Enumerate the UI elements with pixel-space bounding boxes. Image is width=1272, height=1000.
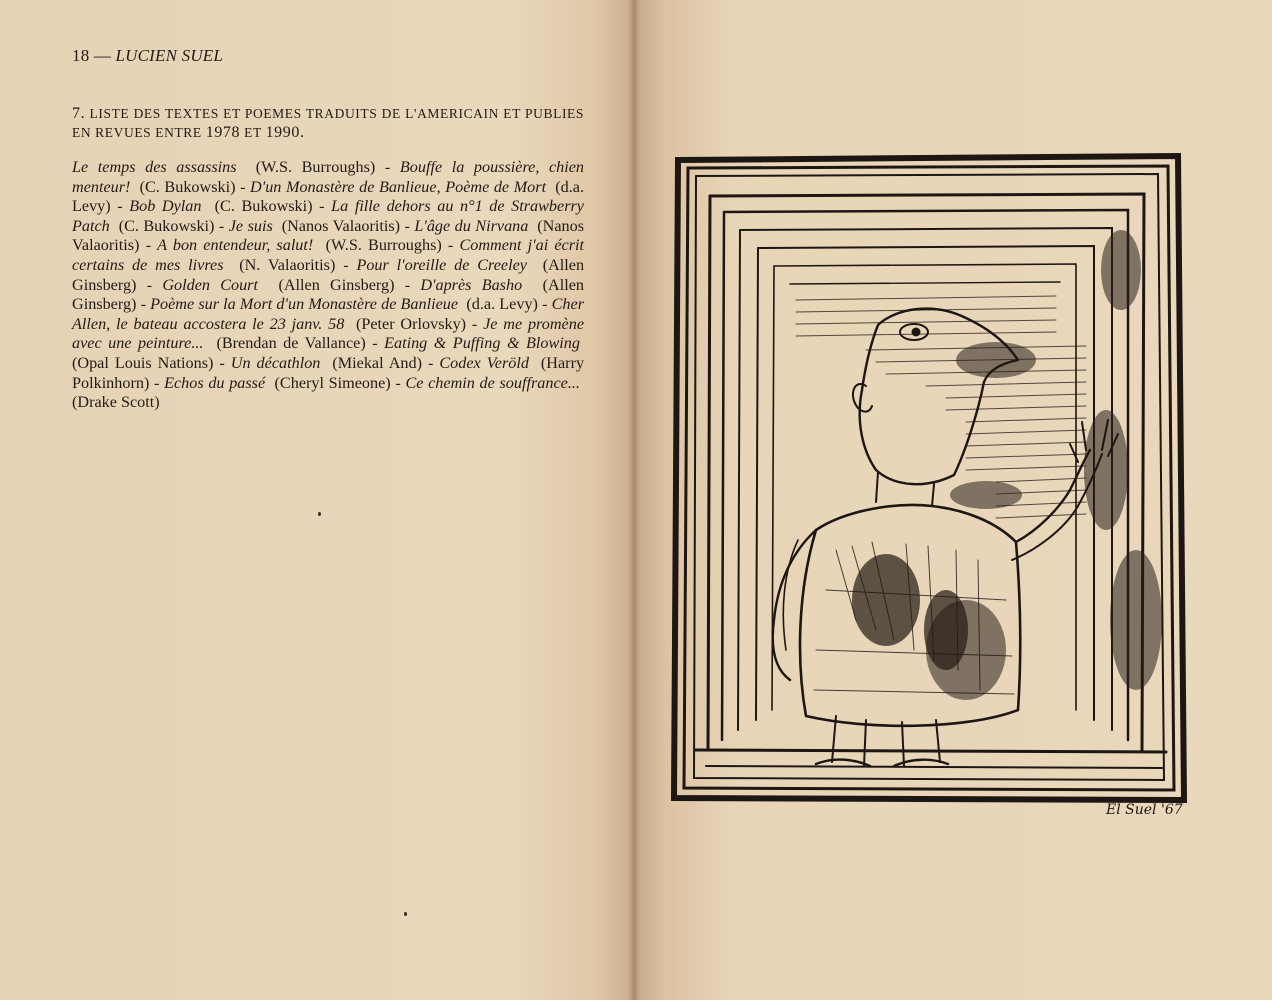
year-conjunction: ET bbox=[244, 125, 262, 140]
entry-author: (W.S. Burroughs) bbox=[255, 158, 376, 176]
entry-author: (Miekal And) bbox=[332, 353, 422, 372]
paper-speck bbox=[318, 512, 321, 516]
entry-title: Echos du passé bbox=[164, 373, 266, 392]
entry-author: (Nanos Valaoritis) bbox=[72, 216, 585, 255]
translations-list: Le temps des assassins (W.S. Burroughs) - Bouffe la poussière, chien menteur! (C. Bukowski) - D'un Monastère de Banlieue, Poème de Mort (d.a. Levy) - Bob Dylan (C. Bukowski) - La fille dehors au n°1 de Strawberry Patch (C. Bukowski) - Je suis (Nanos Valaoritis) - L'âge du Nirvana (Nanos Valaoritis) - A bon entendeur, salut! (W.S. Burroughs) - Comment j'ai écrit certains de mes livres (N. Valaoritis) - Pour l'oreille de Creeley (Allen Ginsberg) - Golden Court (Allen Ginsberg) - D'après Basho (Allen Ginsberg) - Poème sur la Mort d'un Monastère de Banlieue (d.a. Levy) - Cher Allen, le bateau accostera le 23 janv. 58 (Peter Orlovsky) - Je me promène avec une peinture... (Brendan de Vallance) - Eating & Puffing & Blowing (Opal Louis Nations) - Un décathlon (Miekal And) - Codex Veröld (Harry Polkinhorn) - Echos du passé (Cheryl Simeone) - Ce chemin de souffrance... (Drake Scott) bbox=[72, 158, 585, 412]
entry-title: D'un Monastère de Banlieue, Poème de Mort bbox=[250, 177, 547, 196]
entry-title: D'après Basho bbox=[420, 275, 523, 294]
book-gutter bbox=[628, 0, 640, 1000]
entry-author: (d.a. Levy) bbox=[466, 295, 538, 314]
entry-title: A bon entendeur, salut! bbox=[157, 236, 314, 255]
entry-title: L'âge du Nirvana bbox=[414, 216, 529, 235]
entry-title: La fille dehors au n°1 de Strawberry Patch bbox=[72, 197, 584, 235]
ink-illustration bbox=[666, 150, 1192, 814]
entry-title: Je suis bbox=[228, 216, 273, 235]
entry-author: (Opal Louis Nations) bbox=[72, 353, 214, 372]
section-number: 7. bbox=[72, 105, 86, 122]
year-end: 1990. bbox=[265, 124, 305, 141]
illustration-drawing bbox=[666, 150, 1192, 814]
entry-title: Bouffe la poussière, chien menteur! bbox=[72, 158, 585, 196]
entry-author: (Allen Ginsberg) bbox=[72, 255, 585, 294]
entry-title: Ce chemin de souffrance... bbox=[405, 373, 580, 392]
running-head bbox=[72, 46, 223, 66]
entry-author: (W.S. Burroughs) bbox=[325, 236, 442, 255]
entry-author: (C. Bukowski) bbox=[139, 177, 236, 196]
entry-author: (N. Valaoritis) bbox=[239, 255, 336, 274]
entry-title: Un décathlon bbox=[230, 353, 321, 372]
entry-author: (C. Bukowski) bbox=[118, 216, 215, 235]
entry-author: (Allen Ginsberg) bbox=[72, 275, 584, 314]
entry-author: (d.a. Levy) bbox=[72, 177, 585, 216]
entry-title: Bob Dylan bbox=[129, 197, 202, 216]
entry-author: (Nanos Valaoritis) bbox=[281, 216, 401, 235]
entry-author: (Allen Ginsberg) bbox=[278, 275, 395, 294]
entry-title: Comment j'ai écrit certains de mes livres bbox=[72, 236, 585, 274]
entry-title: Golden Court bbox=[162, 275, 258, 294]
entry-title: Je me promène avec une peinture... bbox=[72, 314, 585, 353]
artist-signature: El Suel '67 bbox=[1106, 802, 1183, 814]
section-title-text: LISTE DES TEXTES ET POEMES TRADUITS DE L'AMERICAIN ET PUBLIES EN REVUES ENTRE bbox=[72, 106, 584, 140]
entry-author: (Harry Polkinhorn) bbox=[72, 353, 585, 392]
running-head-author: LUCIEN SUEL bbox=[115, 46, 224, 65]
entry-author: (Brendan de Vallance) bbox=[216, 334, 366, 353]
entry-author: (Cheryl Simeone) bbox=[274, 373, 391, 392]
entry-title: Cher Allen, le bateau accostera le 23 janv. 58 bbox=[72, 295, 584, 333]
entry-title: Codex Veröld bbox=[439, 353, 529, 372]
paper-speck bbox=[404, 912, 407, 916]
head-separator: — bbox=[93, 46, 112, 65]
entry-title: Le temps des assassins bbox=[72, 158, 237, 176]
year-start: 1978 bbox=[205, 124, 241, 141]
page-number: 18 bbox=[72, 46, 90, 65]
section-title bbox=[72, 104, 584, 142]
entry-title: Pour l'oreille de Creeley bbox=[356, 255, 527, 274]
entry-author: (C. Bukowski) bbox=[214, 197, 313, 216]
entry-author: (Peter Orlovsky) bbox=[355, 314, 467, 333]
entry-title: Poème sur la Mort d'un Monastère de Banlieue bbox=[150, 295, 459, 314]
left-page bbox=[0, 0, 634, 1000]
entry-title: Eating & Puffing & Blowing bbox=[384, 334, 580, 353]
entry-author: (Drake Scott) bbox=[72, 393, 160, 412]
